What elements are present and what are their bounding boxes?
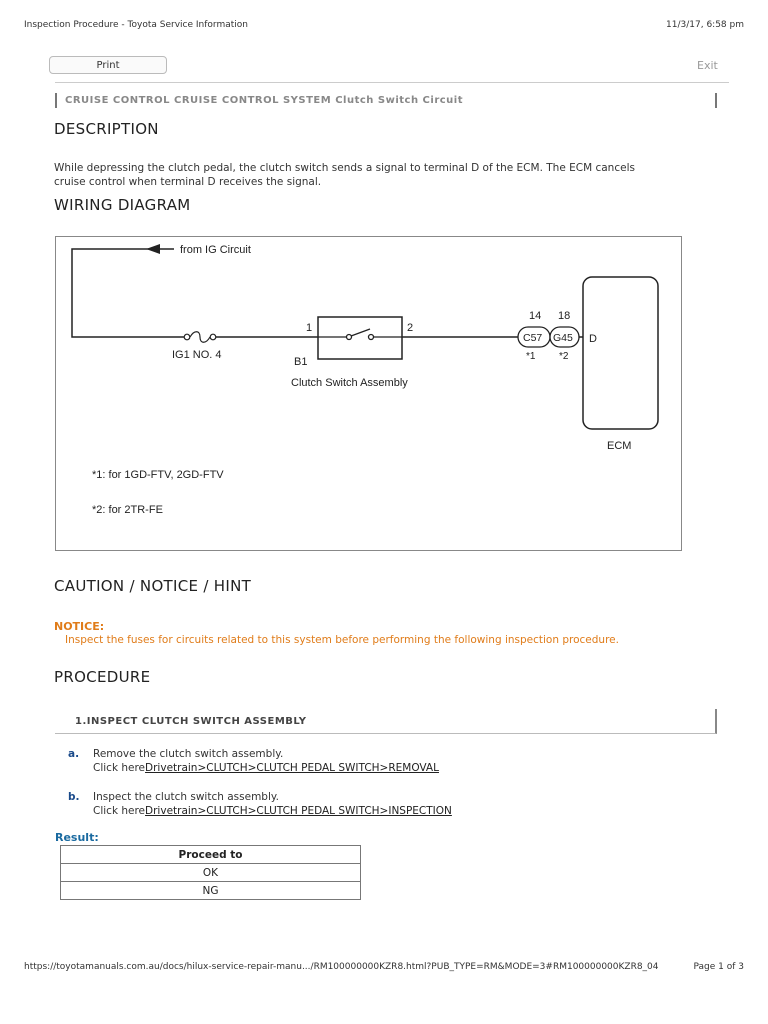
connector-c57-code: C57: [523, 332, 543, 344]
ecm-label: ECM: [607, 440, 632, 452]
notice-label: NOTICE:: [54, 620, 105, 633]
browser-page-title: Inspection Procedure - Toyota Service Information: [24, 20, 248, 30]
diagram-note-2: *2: for 2TR-FE: [92, 504, 163, 516]
switch-pin1-label: 1: [306, 322, 313, 334]
table-header-row: [61, 846, 361, 864]
connector-g45-code: G45: [553, 332, 573, 344]
fuse-icon: [184, 332, 216, 343]
wiring-diagram-frame: [55, 236, 682, 551]
connector-g45-pin: 18: [558, 310, 571, 322]
table-header-cell: Proceed to: [61, 846, 361, 864]
step-item-b-letter: b.: [68, 791, 80, 803]
removal-link[interactable]: Drivetrain>CLUTCH>CLUTCH PEDAL SWITCH>REMOVAL: [145, 762, 439, 774]
inspection-link[interactable]: Drivetrain>CLUTCH>CLUTCH PEDAL SWITCH>INSPECTION: [145, 805, 452, 817]
table-cell-ng: NG: [61, 882, 361, 900]
switch-pin2-label: 2: [407, 322, 414, 334]
footer-page-number: Page 1 of 3: [693, 962, 744, 972]
ecm-terminal-label: D: [589, 333, 597, 345]
table-cell-ok: OK: [61, 864, 361, 882]
breadcrumb: CRUISE CONTROL CRUISE CONTROL SYSTEM Clutch Switch Circuit: [55, 93, 717, 108]
step-item-a: [93, 747, 439, 775]
print-button[interactable]: Print: [49, 56, 167, 74]
step-item-a-text: Remove the clutch switch assembly.: [93, 748, 284, 760]
description-text-line1: While depressing the clutch pedal, the clutch switch sends a signal to terminal D of the ECM. The ECM cancels: [54, 162, 635, 174]
ecm-box: [583, 277, 658, 429]
step-item-b-click-prefix: Click here: [93, 805, 146, 817]
caution-heading: CAUTION / NOTICE / HINT: [54, 577, 252, 595]
connector-c57-pin: 14: [529, 310, 542, 322]
print-datetime: 11/3/17, 6:58 pm: [666, 20, 744, 30]
connector-c57-note: *1: [526, 351, 536, 362]
exit-button[interactable]: Exit: [697, 59, 718, 72]
from-ig-arrow-icon: [146, 244, 160, 254]
description-text-line2: cruise control when terminal D receives the signal.: [54, 176, 322, 188]
connector-g45-note: *2: [559, 351, 569, 362]
toolbar-divider: [55, 82, 729, 83]
switch-code-label: B1: [294, 356, 308, 368]
table-row: [61, 882, 361, 900]
footer-url: https://toyotamanuals.com.au/docs/hilux-service-repair-manu.../RM100000000KZR8.html?PUB_TYPE=RM&MODE=3#RM100000000KZR8_04: [24, 962, 659, 972]
switch-name-label: Clutch Switch Assembly: [291, 377, 408, 389]
step-title: 1.INSPECT CLUTCH SWITCH ASSEMBLY: [75, 716, 307, 727]
procedure-heading: PROCEDURE: [54, 668, 151, 686]
wiring-diagram-heading: WIRING DIAGRAM: [54, 196, 191, 214]
description-heading: DESCRIPTION: [54, 120, 159, 138]
clutch-switch-box: [318, 317, 402, 359]
notice-text: Inspect the fuses for circuits related to this system before performing the following inspection procedure.: [65, 634, 619, 646]
result-label: Result:: [55, 831, 99, 844]
step-item-b: [93, 790, 452, 818]
result-table: [60, 845, 361, 900]
step-item-b-text: Inspect the clutch switch assembly.: [93, 791, 279, 803]
step-item-a-click-prefix: Click here: [93, 762, 146, 774]
from-ig-label: from IG Circuit: [180, 244, 251, 256]
wiring-diagram: [56, 237, 683, 552]
wire-from-ig: [72, 249, 184, 337]
diagram-note-1: *1: for 1GD-FTV, 2GD-FTV: [92, 469, 224, 481]
table-row: [61, 864, 361, 882]
fuse-label: IG1 NO. 4: [172, 349, 222, 361]
step-item-a-letter: a.: [68, 748, 80, 760]
